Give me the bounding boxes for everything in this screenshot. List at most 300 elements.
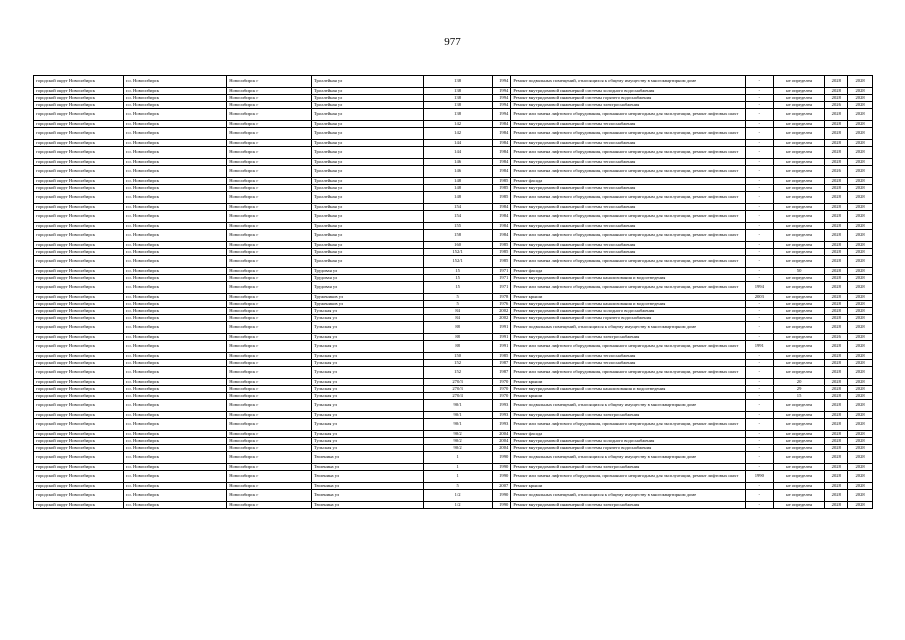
work-type-cell: Ремонт или замена лифтового оборудования, признанного непригодным для эксплуатации, ремонт лифтовых шахт <box>511 367 746 379</box>
city-cell: Новосибирск г <box>227 379 312 386</box>
house-number-cell: 152/1 <box>423 249 492 256</box>
city-cell: Новосибирск г <box>227 282 312 294</box>
district-cell: г.о. Новосибирск <box>123 128 226 140</box>
district-cell: г.о. Новосибирск <box>123 275 226 282</box>
district-cell: г.о. Новосибирск <box>123 431 226 438</box>
street-cell: Тульская ул <box>311 379 423 386</box>
plan-end-cell: 2028 <box>848 268 873 275</box>
table-row <box>34 393 873 400</box>
district-cell: г.о. Новосибирск <box>123 360 226 367</box>
house-number-cell: 270/4 <box>423 393 492 400</box>
plan-start-cell: 2028 <box>825 431 848 438</box>
last-repair-year-cell: - <box>745 490 773 502</box>
plan-end-cell: 2028 <box>848 502 873 509</box>
wear-cell: не определен <box>773 452 825 464</box>
last-repair-year-cell: - <box>745 76 773 88</box>
street-cell: Троллейная ул <box>311 76 423 88</box>
table-row <box>34 315 873 322</box>
house-number-cell: 148 <box>423 185 492 192</box>
plan-end-cell: 2028 <box>848 438 873 445</box>
plan-end-cell: 2028 <box>848 223 873 230</box>
house-number-cell: 90/2 <box>423 431 492 438</box>
plan-end-cell: 2028 <box>848 419 873 431</box>
last-repair-year-cell: - <box>745 192 773 204</box>
last-repair-year-cell: - <box>745 301 773 308</box>
last-repair-year-cell: - <box>745 102 773 109</box>
plan-end-cell: 2028 <box>848 308 873 315</box>
municipality-cell: городской округ Новосибирск <box>34 211 124 223</box>
plan-end-cell: 2028 <box>848 483 873 490</box>
plan-start-cell: 2028 <box>825 438 848 445</box>
build-year-cell: 2002 <box>492 308 511 315</box>
plan-end-cell: 2028 <box>848 159 873 166</box>
plan-end-cell: 2028 <box>848 353 873 360</box>
work-type-cell: Ремонт крыши <box>511 379 746 386</box>
last-repair-year-cell: - <box>745 88 773 95</box>
plan-end-cell: 2028 <box>848 386 873 393</box>
wear-cell: не определен <box>773 294 825 301</box>
plan-end-cell: 2028 <box>848 185 873 192</box>
district-cell: г.о. Новосибирск <box>123 211 226 223</box>
wear-cell: не определен <box>773 102 825 109</box>
plan-start-cell: 2028 <box>825 471 848 483</box>
table-row <box>34 166 873 178</box>
wear-cell: не определен <box>773 471 825 483</box>
last-repair-year-cell: - <box>745 204 773 211</box>
build-year-cell: 1990 <box>492 452 511 464</box>
house-number-cell: 5 <box>423 483 492 490</box>
district-cell: г.о. Новосибирск <box>123 147 226 159</box>
table-row <box>34 147 873 159</box>
house-number-cell: 1/2 <box>423 502 492 509</box>
house-number-cell: 1 <box>423 452 492 464</box>
street-cell: Троллейная ул <box>311 166 423 178</box>
house-number-cell: 155 <box>423 223 492 230</box>
city-cell: Новосибирск г <box>227 360 312 367</box>
last-repair-year-cell: - <box>745 360 773 367</box>
wear-cell: не определен <box>773 282 825 294</box>
work-type-cell: Ремонт или замена лифтового оборудования, признанного непригодным для эксплуатации, ремонт лифтовых шахт <box>511 147 746 159</box>
work-type-cell: Ремонт подвальных помещений, относящихся к общему имуществу в многоквартирном доме <box>511 322 746 334</box>
wear-cell: не определен <box>773 185 825 192</box>
wear-cell: не определен <box>773 121 825 128</box>
city-cell: Новосибирск г <box>227 322 312 334</box>
street-cell: Тюленина ул <box>311 502 423 509</box>
city-cell: Новосибирск г <box>227 483 312 490</box>
house-number-cell: 88 <box>423 334 492 341</box>
work-type-cell: Ремонт крыши <box>511 393 746 400</box>
last-repair-year-cell: - <box>745 159 773 166</box>
work-type-cell: Ремонт внутридомовой инженерной системы теплоснабжения <box>511 159 746 166</box>
table-row <box>34 445 873 452</box>
street-cell: Троллейная ул <box>311 147 423 159</box>
house-number-cell: 154 <box>423 211 492 223</box>
work-type-cell: Ремонт крыши <box>511 483 746 490</box>
build-year-cell: 1985 <box>492 353 511 360</box>
build-year-cell: 1984 <box>492 140 511 147</box>
plan-end-cell: 2028 <box>848 109 873 121</box>
work-type-cell: Ремонт внутридомовой инженерной системы горячего водоснабжения <box>511 95 746 102</box>
table-row <box>34 308 873 315</box>
table-row <box>34 230 873 242</box>
wear-cell: не определен <box>773 308 825 315</box>
last-repair-year-cell: 1990 <box>745 471 773 483</box>
district-cell: г.о. Новосибирск <box>123 471 226 483</box>
city-cell: Новосибирск г <box>227 249 312 256</box>
district-cell: г.о. Новосибирск <box>123 95 226 102</box>
work-type-cell: Ремонт или замена лифтового оборудования, признанного непригодным для эксплуатации, ремонт лифтовых шахт <box>511 109 746 121</box>
street-cell: Тульская ул <box>311 353 423 360</box>
last-repair-year-cell: - <box>745 275 773 282</box>
wear-cell: не определен <box>773 275 825 282</box>
city-cell: Новосибирск г <box>227 452 312 464</box>
last-repair-year-cell: - <box>745 121 773 128</box>
municipality-cell: городской округ Новосибирск <box>34 230 124 242</box>
house-number-cell: 144 <box>423 147 492 159</box>
house-number-cell: 15 <box>423 275 492 282</box>
city-cell: Новосибирск г <box>227 438 312 445</box>
plan-start-cell: 2028 <box>825 419 848 431</box>
work-type-cell: Ремонт фасада <box>511 431 746 438</box>
district-cell: г.о. Новосибирск <box>123 367 226 379</box>
table-row <box>34 102 873 109</box>
street-cell: Троллейная ул <box>311 249 423 256</box>
table-row <box>34 128 873 140</box>
build-year-cell: 1991 <box>492 322 511 334</box>
table-row <box>34 471 873 483</box>
plan-end-cell: 2028 <box>848 166 873 178</box>
plan-start-cell: 2028 <box>825 121 848 128</box>
city-cell: Новосибирск г <box>227 445 312 452</box>
last-repair-year-cell: - <box>745 464 773 471</box>
district-cell: г.о. Новосибирск <box>123 341 226 353</box>
district-cell: г.о. Новосибирск <box>123 334 226 341</box>
wear-cell: не определен <box>773 109 825 121</box>
street-cell: Трудовая ул <box>311 275 423 282</box>
table-row <box>34 242 873 249</box>
house-number-cell: 142 <box>423 121 492 128</box>
table-row <box>34 294 873 301</box>
municipality-cell: городской округ Новосибирск <box>34 438 124 445</box>
table-row <box>34 412 873 419</box>
last-repair-year-cell: - <box>745 178 773 185</box>
build-year-cell: 1984 <box>492 147 511 159</box>
plan-end-cell: 2028 <box>848 379 873 386</box>
house-number-cell: 84 <box>423 308 492 315</box>
table-row <box>34 452 873 464</box>
street-cell: Тульская ул <box>311 393 423 400</box>
plan-start-cell: 2028 <box>825 76 848 88</box>
wear-cell: не определен <box>773 140 825 147</box>
city-cell: Новосибирск г <box>227 192 312 204</box>
wear-cell: не определен <box>773 301 825 308</box>
work-type-cell: Ремонт или замена лифтового оборудования, признанного непригодным для эксплуатации, ремонт лифтовых шахт <box>511 471 746 483</box>
plan-end-cell: 2028 <box>848 431 873 438</box>
plan-start-cell: 2028 <box>825 412 848 419</box>
work-type-cell: Ремонт или замена лифтового оборудования, признанного непригодным для эксплуатации, ремонт лифтовых шахт <box>511 282 746 294</box>
plan-start-cell: 2028 <box>825 249 848 256</box>
last-repair-year-cell: - <box>745 452 773 464</box>
street-cell: Тюленина ул <box>311 483 423 490</box>
build-year-cell: 2004 <box>492 431 511 438</box>
work-type-cell: Ремонт внутридомовой инженерной системы теплоснабжения <box>511 121 746 128</box>
table-row <box>34 502 873 509</box>
street-cell: Тружеников ул <box>311 294 423 301</box>
build-year-cell: 2002 <box>492 315 511 322</box>
wear-cell: не определен <box>773 211 825 223</box>
plan-end-cell: 2028 <box>848 147 873 159</box>
plan-start-cell: 2028 <box>825 341 848 353</box>
work-type-cell: Ремонт или замена лифтового оборудования, признанного непригодным для эксплуатации, ремонт лифтовых шахт <box>511 419 746 431</box>
last-repair-year-cell: - <box>745 502 773 509</box>
city-cell: Новосибирск г <box>227 386 312 393</box>
municipality-cell: городской округ Новосибирск <box>34 400 124 412</box>
plan-start-cell: 2028 <box>825 185 848 192</box>
street-cell: Троллейная ул <box>311 102 423 109</box>
table-row <box>34 301 873 308</box>
table-row <box>34 223 873 230</box>
last-repair-year-cell: - <box>745 95 773 102</box>
last-repair-year-cell: - <box>745 268 773 275</box>
district-cell: г.о. Новосибирск <box>123 393 226 400</box>
wear-cell: не определен <box>773 88 825 95</box>
municipality-cell: городской округ Новосибирск <box>34 386 124 393</box>
table-row <box>34 400 873 412</box>
district-cell: г.о. Новосибирск <box>123 452 226 464</box>
district-cell: г.о. Новосибирск <box>123 166 226 178</box>
last-repair-year-cell: - <box>745 249 773 256</box>
last-repair-year-cell: - <box>745 147 773 159</box>
plan-start-cell: 2028 <box>825 147 848 159</box>
house-number-cell: 152 <box>423 367 492 379</box>
work-type-cell: Ремонт внутридомовой инженерной системы теплоснабжения <box>511 353 746 360</box>
build-year-cell: 1991 <box>492 334 511 341</box>
work-type-cell: Ремонт внутридомовой инженерной системы электроснабжения <box>511 464 746 471</box>
plan-start-cell: 2026 <box>825 334 848 341</box>
plan-start-cell: 2028 <box>825 128 848 140</box>
street-cell: Троллейная ул <box>311 88 423 95</box>
street-cell: Тульская ул <box>311 341 423 353</box>
house-number-cell: 152/1 <box>423 256 492 268</box>
city-cell: Новосибирск г <box>227 464 312 471</box>
work-type-cell: Ремонт или замена лифтового оборудования, признанного непригодным для эксплуатации, ремонт лифтовых шахт <box>511 211 746 223</box>
build-year-cell: 1993 <box>492 400 511 412</box>
house-number-cell: 146 <box>423 166 492 178</box>
wear-cell: не определен <box>773 400 825 412</box>
municipality-cell: городской округ Новосибирск <box>34 334 124 341</box>
municipality-cell: городской округ Новосибирск <box>34 282 124 294</box>
work-type-cell: Ремонт внутридомовой инженерной системы теплоснабжения <box>511 140 746 147</box>
work-type-cell: Ремонт внутридомовой инженерной системы холодного водоснабжения <box>511 438 746 445</box>
plan-end-cell: 2028 <box>848 334 873 341</box>
table-row <box>34 159 873 166</box>
table-body <box>34 76 873 509</box>
house-number-cell: 158 <box>423 230 492 242</box>
plan-end-cell: 2028 <box>848 242 873 249</box>
street-cell: Троллейная ул <box>311 242 423 249</box>
district-cell: г.о. Новосибирск <box>123 88 226 95</box>
municipality-cell: городской округ Новосибирск <box>34 502 124 509</box>
street-cell: Троллейная ул <box>311 256 423 268</box>
plan-start-cell: 2028 <box>825 282 848 294</box>
district-cell: г.о. Новосибирск <box>123 76 226 88</box>
work-type-cell: Ремонт внутридомовой инженерной системы электроснабжения <box>511 102 746 109</box>
municipality-cell: городской округ Новосибирск <box>34 256 124 268</box>
district-cell: г.о. Новосибирск <box>123 353 226 360</box>
work-type-cell: Ремонт или замена лифтового оборудования, признанного непригодным для эксплуатации, ремонт лифтовых шахт <box>511 230 746 242</box>
table-row <box>34 88 873 95</box>
street-cell: Тульская ул <box>311 412 423 419</box>
table-row <box>34 379 873 386</box>
plan-end-cell: 2028 <box>848 445 873 452</box>
last-repair-year-cell: - <box>745 256 773 268</box>
plan-start-cell: 2028 <box>825 242 848 249</box>
house-number-cell: 90/2 <box>423 438 492 445</box>
street-cell: Троллейная ул <box>311 178 423 185</box>
build-year-cell: 1985 <box>492 242 511 249</box>
house-number-cell: 270/3 <box>423 386 492 393</box>
city-cell: Новосибирск г <box>227 256 312 268</box>
plan-end-cell: 2028 <box>848 140 873 147</box>
house-number-cell: 146 <box>423 159 492 166</box>
house-number-cell: 15 <box>423 282 492 294</box>
wear-cell: 50 <box>773 268 825 275</box>
plan-start-cell: 2028 <box>825 140 848 147</box>
district-cell: г.о. Новосибирск <box>123 140 226 147</box>
street-cell: Тульская ул <box>311 386 423 393</box>
house-number-cell: 90/1 <box>423 419 492 431</box>
street-cell: Троллейная ул <box>311 159 423 166</box>
plan-start-cell: 2028 <box>825 490 848 502</box>
build-year-cell: 1984 <box>492 121 511 128</box>
wear-cell: не определен <box>773 95 825 102</box>
plan-start-cell: 2028 <box>825 178 848 185</box>
city-cell: Новосибирск г <box>227 121 312 128</box>
plan-start-cell: 2028 <box>825 379 848 386</box>
build-year-cell: 2004 <box>492 445 511 452</box>
municipality-cell: городской округ Новосибирск <box>34 393 124 400</box>
city-cell: Новосибирск г <box>227 178 312 185</box>
last-repair-year-cell: - <box>745 393 773 400</box>
city-cell: Новосибирск г <box>227 353 312 360</box>
plan-end-cell: 2028 <box>848 341 873 353</box>
district-cell: г.о. Новосибирск <box>123 379 226 386</box>
work-type-cell: Ремонт внутридомовой инженерной системы теплоснабжения <box>511 185 746 192</box>
municipality-cell: городской округ Новосибирск <box>34 102 124 109</box>
page-number: 977 <box>444 36 461 48</box>
city-cell: Новосибирск г <box>227 140 312 147</box>
municipality-cell: городской округ Новосибирск <box>34 166 124 178</box>
district-cell: г.о. Новосибирск <box>123 490 226 502</box>
street-cell: Тульская ул <box>311 445 423 452</box>
build-year-cell: 2007 <box>492 483 511 490</box>
city-cell: Новосибирск г <box>227 412 312 419</box>
wear-cell: не определен <box>773 223 825 230</box>
street-cell: Тульская ул <box>311 367 423 379</box>
house-number-cell: 5 <box>423 294 492 301</box>
plan-start-cell: 2026 <box>825 166 848 178</box>
table-row <box>34 204 873 211</box>
plan-end-cell: 2028 <box>848 76 873 88</box>
city-cell: Новосибирск г <box>227 185 312 192</box>
table-row <box>34 185 873 192</box>
house-number-cell: 270/3 <box>423 379 492 386</box>
plan-end-cell: 2028 <box>848 294 873 301</box>
work-type-cell: Ремонт или замена лифтового оборудования, признанного непригодным для эксплуатации, ремонт лифтовых шахт <box>511 256 746 268</box>
build-year-cell: 1994 <box>492 102 511 109</box>
plan-end-cell: 2028 <box>848 471 873 483</box>
house-number-cell: 152 <box>423 360 492 367</box>
plan-start-cell: 2028 <box>825 464 848 471</box>
plan-start-cell: 2028 <box>825 386 848 393</box>
wear-cell: не определен <box>773 431 825 438</box>
last-repair-year-cell: 1991 <box>745 341 773 353</box>
street-cell: Тульская ул <box>311 308 423 315</box>
work-type-cell: Ремонт или замена лифтового оборудования, признанного непригодным для эксплуатации, ремонт лифтовых шахт <box>511 166 746 178</box>
municipality-cell: городской округ Новосибирск <box>34 249 124 256</box>
plan-end-cell: 2028 <box>848 256 873 268</box>
build-year-cell: 1985 <box>492 256 511 268</box>
municipality-cell: городской округ Новосибирск <box>34 341 124 353</box>
city-cell: Новосибирск г <box>227 502 312 509</box>
district-cell: г.о. Новосибирск <box>123 192 226 204</box>
last-repair-year-cell: - <box>745 412 773 419</box>
municipality-cell: городской округ Новосибирск <box>34 147 124 159</box>
municipality-cell: городской округ Новосибирск <box>34 301 124 308</box>
wear-cell: 29 <box>773 386 825 393</box>
street-cell: Тюленина ул <box>311 452 423 464</box>
plan-end-cell: 2028 <box>848 249 873 256</box>
build-year-cell: 1990 <box>492 502 511 509</box>
table-row <box>34 431 873 438</box>
plan-start-cell: 2028 <box>825 393 848 400</box>
build-year-cell: 1984 <box>492 230 511 242</box>
city-cell: Новосибирск г <box>227 211 312 223</box>
table-row <box>34 282 873 294</box>
build-year-cell: 1971 <box>492 275 511 282</box>
wear-cell: не определен <box>773 315 825 322</box>
street-cell: Тульская ул <box>311 431 423 438</box>
last-repair-year-cell: - <box>745 438 773 445</box>
wear-cell: 20 <box>773 379 825 386</box>
plan-start-cell: 2028 <box>825 294 848 301</box>
work-type-cell: Ремонт крыши <box>511 294 746 301</box>
plan-end-cell: 2028 <box>848 322 873 334</box>
plan-start-cell: 2028 <box>825 315 848 322</box>
street-cell: Тульская ул <box>311 360 423 367</box>
work-type-cell: Ремонт внутридомовой инженерной системы электроснабжения <box>511 412 746 419</box>
house-number-cell: 90/1 <box>423 412 492 419</box>
house-number-cell: 148 <box>423 178 492 185</box>
district-cell: г.о. Новосибирск <box>123 419 226 431</box>
city-cell: Новосибирск г <box>227 315 312 322</box>
plan-start-cell: 2028 <box>825 322 848 334</box>
house-number-cell: 142 <box>423 128 492 140</box>
work-type-cell: Ремонт фасада <box>511 178 746 185</box>
district-cell: г.о. Новосибирск <box>123 256 226 268</box>
city-cell: Новосибирск г <box>227 490 312 502</box>
build-year-cell: 1993 <box>492 412 511 419</box>
street-cell: Тульская ул <box>311 400 423 412</box>
district-cell: г.о. Новосибирск <box>123 438 226 445</box>
work-type-cell: Ремонт внутридомовой инженерной системы холодного водоснабжения <box>511 308 746 315</box>
table-row <box>34 490 873 502</box>
last-repair-year-cell: - <box>745 230 773 242</box>
district-cell: г.о. Новосибирск <box>123 230 226 242</box>
city-cell: Новосибирск г <box>227 275 312 282</box>
house-number-cell: 144 <box>423 140 492 147</box>
work-type-cell: Ремонт внутридомовой инженерной системы теплоснабжения <box>511 360 746 367</box>
